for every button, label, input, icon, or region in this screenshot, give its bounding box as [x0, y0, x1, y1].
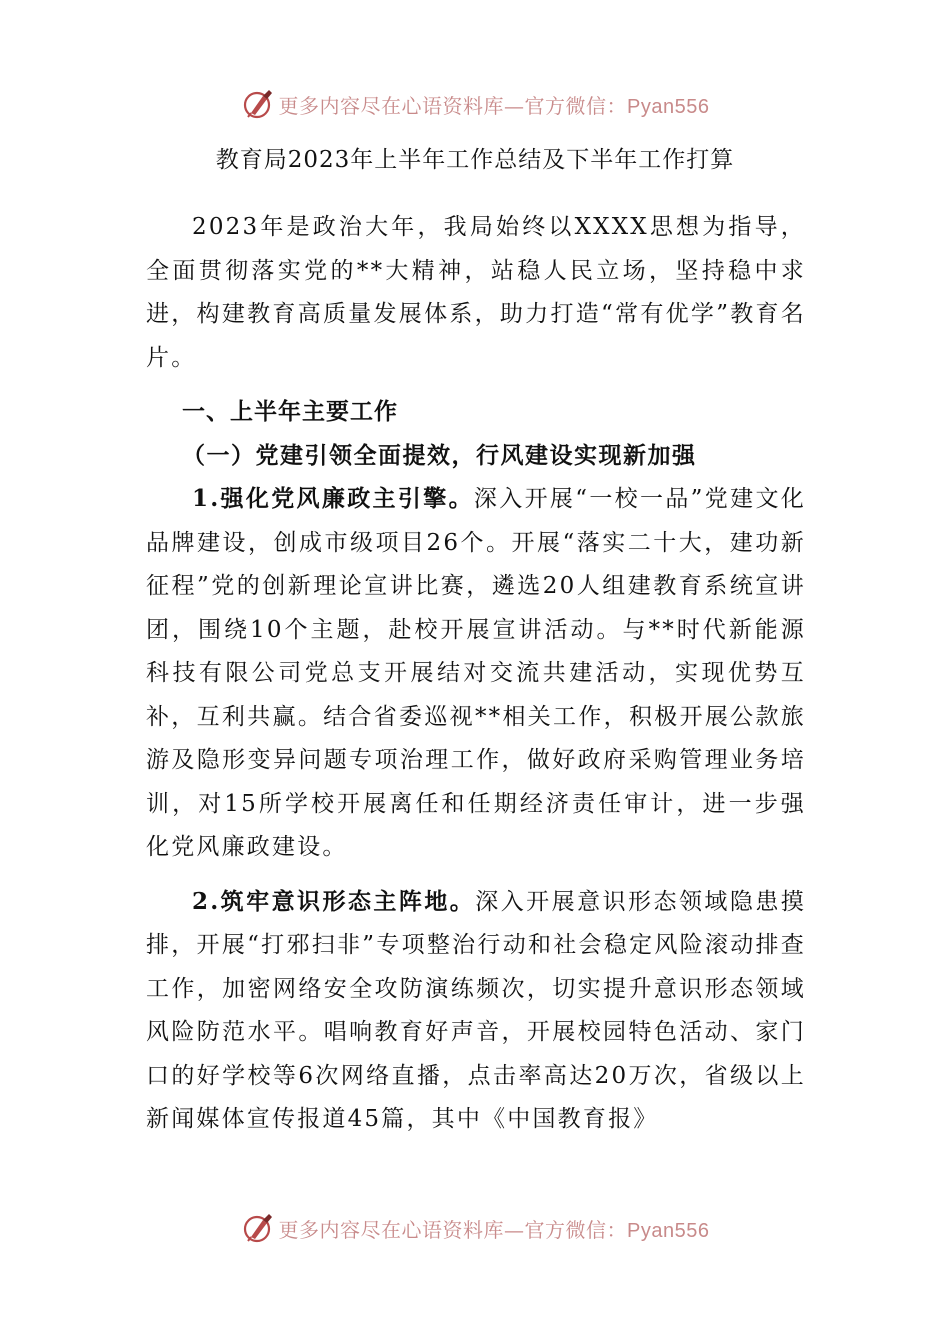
item-lead-1: 1.强化党风廉政主引擎。 — [192, 485, 474, 512]
document-title: 教育局2023年上半年工作总结及下半年工作打算 — [215, 147, 735, 173]
pen-nib-circle-icon — [241, 87, 275, 121]
item-paragraph-1 — [146, 477, 806, 870]
pen-nib-circle-icon — [241, 1211, 275, 1245]
item-lead-2: 2.筑牢意识形态主阵地。 — [192, 887, 476, 915]
watermark-footer — [0, 1208, 950, 1248]
item-text-1: 深入开展“一校一品”党建文化品牌建设，创成市级项目26个。开展“落实二十大，建功新征程”党的创新理论宣讲比赛，遴选20人组建教育系统宣讲团，围绕10个主题，赴校开展宣讲活动。与**时代新能源科技有限公司党总支开展结对交流共建活动，实现优势互补，互利共赢。结合省委巡视**相关工作，积极开展公款旅游及隐形变异问题专项治理工作，做好政府采购管理业务培训，对15所学校开展离任和任期经济责任审计，进一步强化党风廉政建设。 — [146, 486, 806, 860]
watermark-header — [0, 84, 950, 124]
intro-paragraph: 2023年是政治大年，我局始终以XXXX思想为指导，全面贯彻落实党的**大精神，站稳人民立场，坚持稳中求进，构建教育高质量发展体系，助力打造“常有优学”教育名片。 — [146, 214, 806, 371]
item-paragraph-2 — [146, 880, 806, 1142]
document-body — [146, 206, 806, 1142]
watermark-text: 更多内容尽在心语资料库—官方微信：Pyan556 — [278, 1217, 710, 1242]
section-heading: 一、上半年主要工作 — [182, 398, 398, 425]
subsection-heading: （一）党建引领全面提效，行风建设实现新加强 — [182, 441, 697, 469]
item-text-2: 深入开展意识形态领域隐患摸排，开展“打邪扫非”专项整治行动和社会稳定风险滚动排查工作，加密网络安全攻防演练频次，切实提升意识形态领域风险防范水平。唱响教育好声音，开展校园特色活动、家门口的好学校等6次网络直播，点击率高达20万次，省级以上新闻媒体宣传报道45篇，其中《中国教育报》 — [146, 888, 806, 1132]
watermark-text: 更多内容尽在心语资料库—官方微信：Pyan556 — [278, 93, 710, 118]
